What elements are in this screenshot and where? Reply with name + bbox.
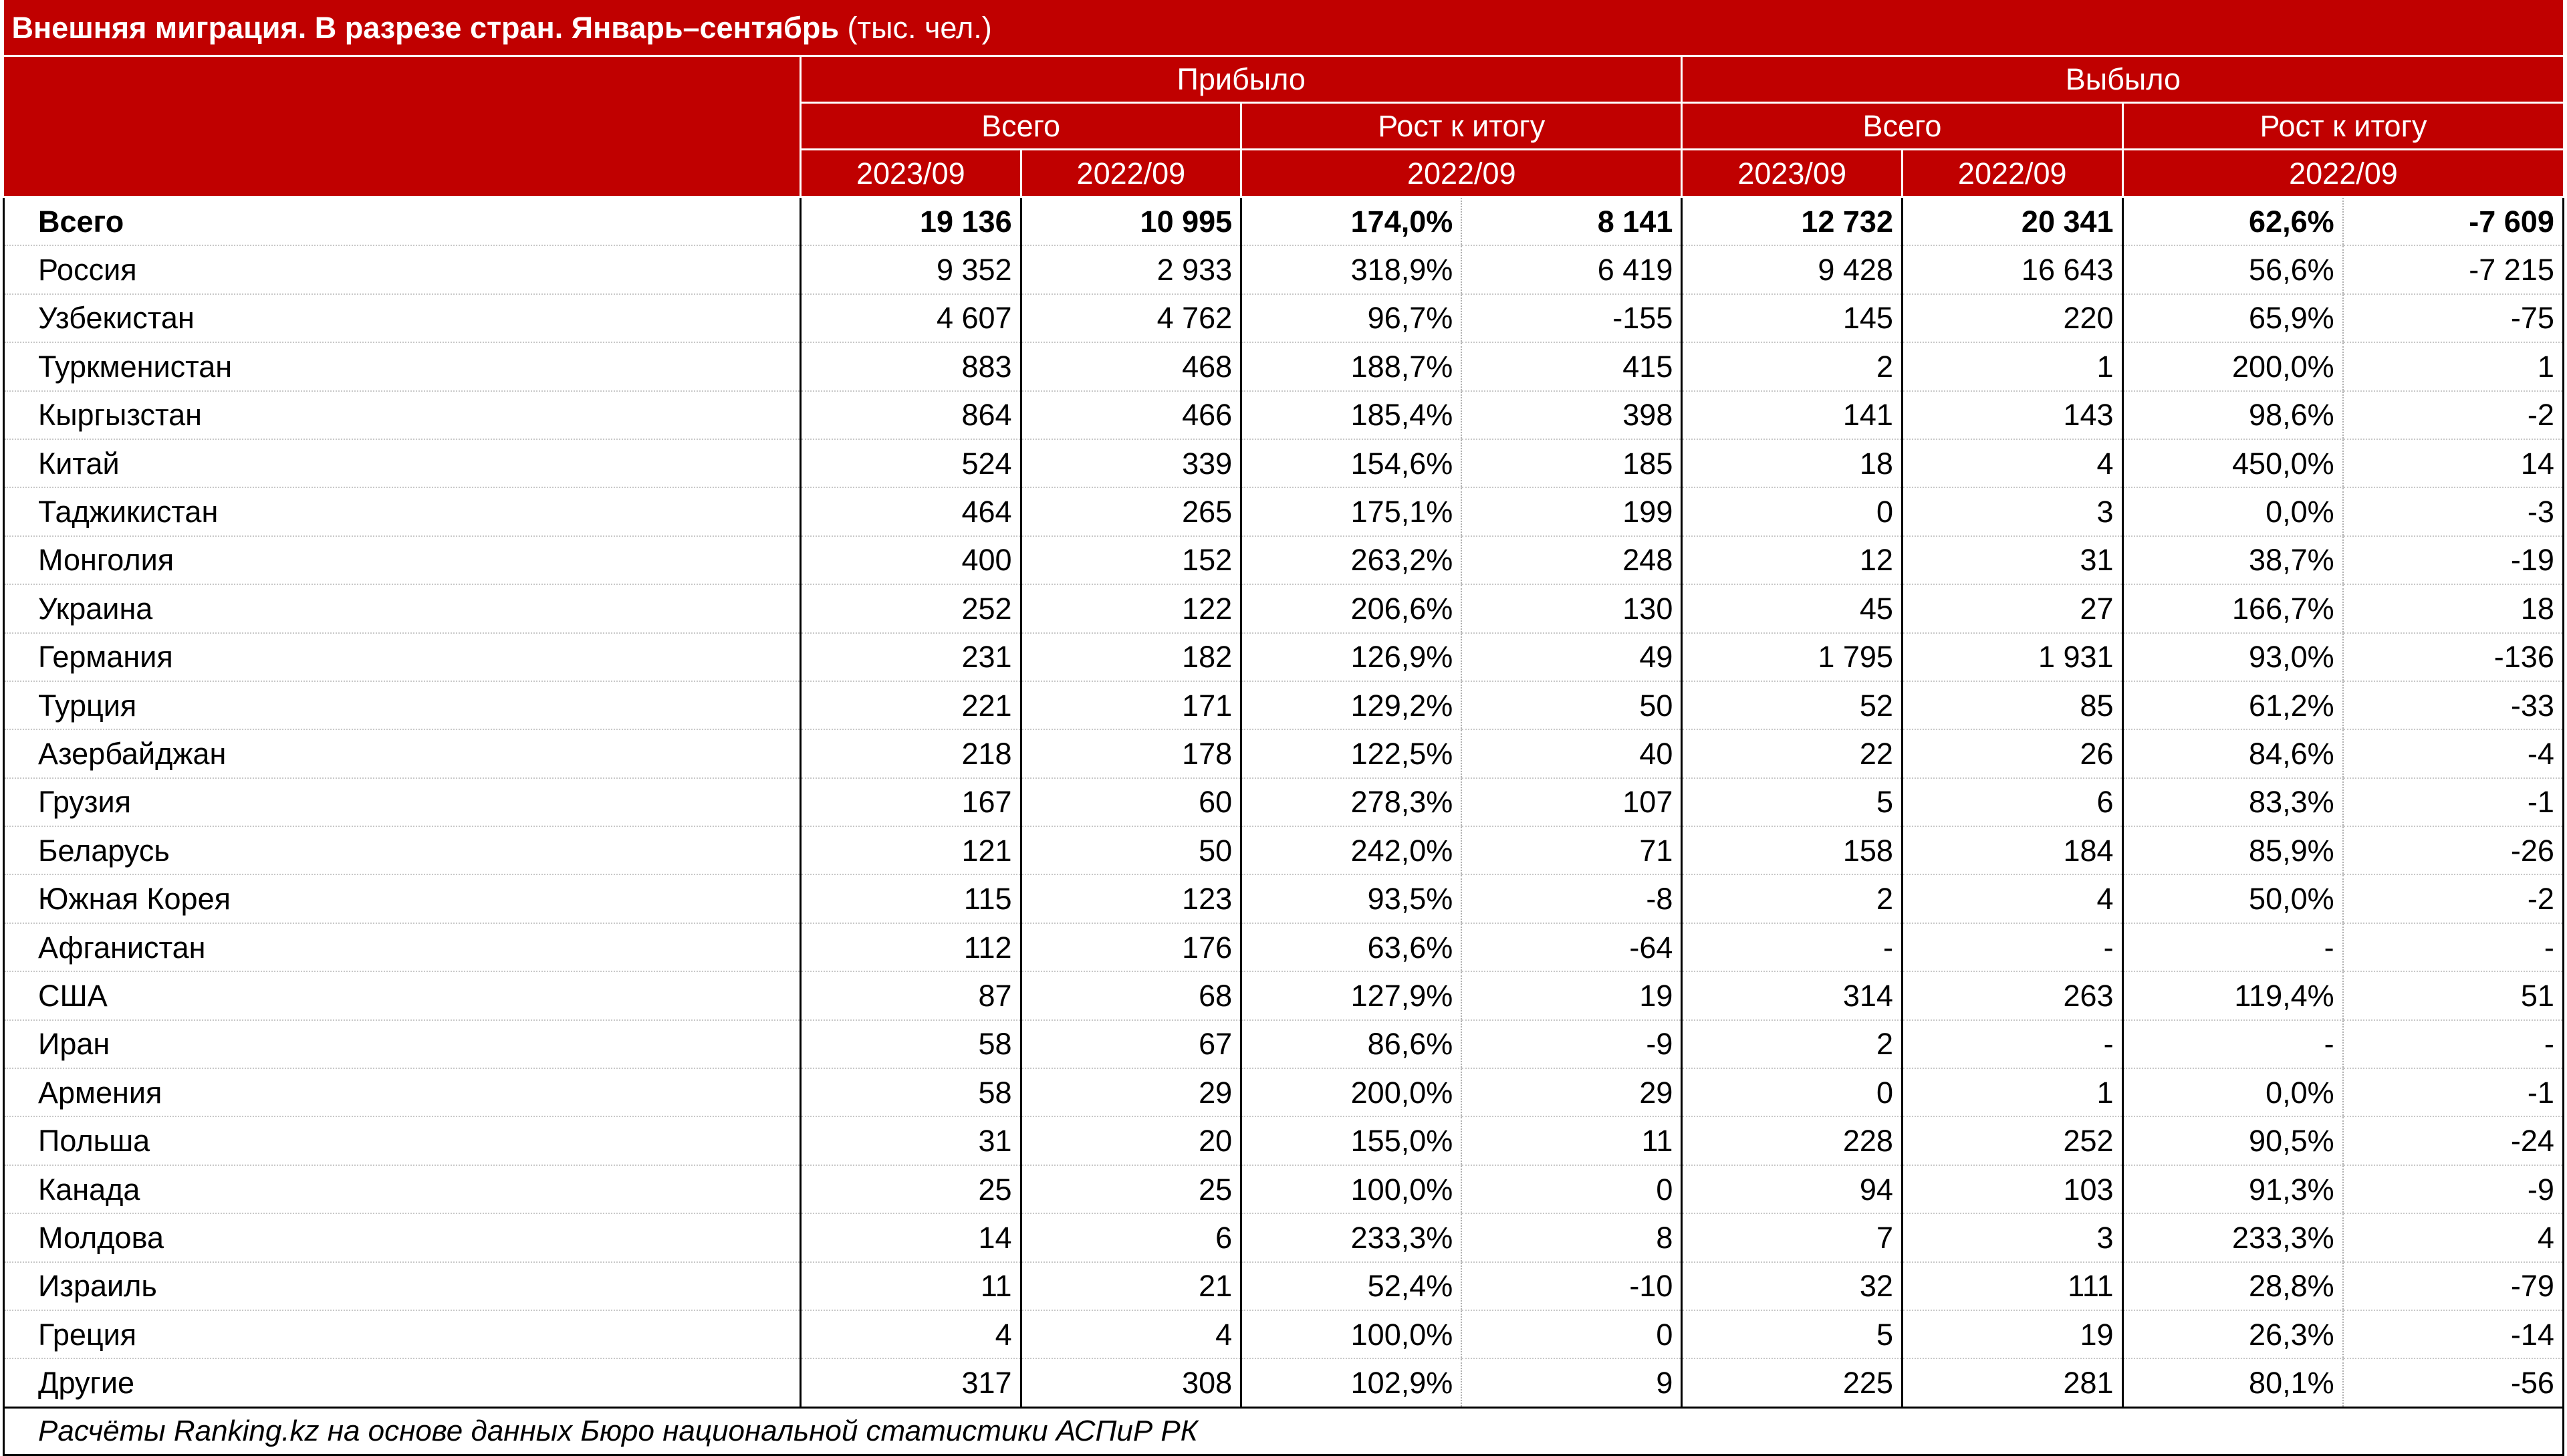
header-departed-2022: 2022/09 — [1902, 150, 2122, 197]
arrived-growth-diff-cell: -155 — [1461, 294, 1682, 342]
arrived-growth-diff-cell: -8 — [1461, 874, 1682, 923]
departed-2022-cell: 1 931 — [1902, 633, 2122, 681]
arrived-growth-pct-cell: 93,5% — [1241, 874, 1462, 923]
country-cell: Грузия — [4, 778, 801, 826]
departed-2022-cell: - — [1902, 923, 2122, 971]
arrived-growth-pct-cell: 129,2% — [1241, 681, 1462, 729]
country-cell: Канада — [4, 1165, 801, 1213]
departed-growth-diff-cell: -24 — [2343, 1116, 2564, 1165]
footnote: Расчёты Ranking.kz на основе данных Бюро национальной статистики АСПиР РК — [4, 1407, 2564, 1455]
departed-2023-cell: 5 — [1682, 1310, 1903, 1358]
departed-growth-pct-cell: 65,9% — [2122, 294, 2343, 342]
arrived-2022-cell: 123 — [1021, 874, 1241, 923]
departed-growth-diff-cell: -7 609 — [2343, 197, 2564, 246]
header-departed-total: Всего — [1682, 103, 2122, 150]
table-row — [4, 1262, 2564, 1310]
arrived-2022-cell: 21 — [1021, 1262, 1241, 1310]
departed-2023-cell: 1 795 — [1682, 633, 1903, 681]
table-row — [4, 391, 2564, 439]
arrived-2023-cell: 883 — [801, 342, 1021, 390]
country-cell: Беларусь — [4, 826, 801, 874]
arrived-growth-pct-cell: 63,6% — [1241, 923, 1462, 971]
arrived-growth-diff-cell: 199 — [1461, 487, 1682, 535]
departed-2022-cell: 85 — [1902, 681, 2122, 729]
arrived-2023-cell: 4 607 — [801, 294, 1021, 342]
departed-2022-cell: 4 — [1902, 439, 2122, 487]
title-row — [4, 0, 2564, 56]
arrived-2023-cell: 167 — [801, 778, 1021, 826]
departed-2022-cell: 3 — [1902, 487, 2122, 535]
departed-2023-cell: 228 — [1682, 1116, 1903, 1165]
arrived-2023-cell: 14 — [801, 1213, 1021, 1261]
arrived-growth-diff-cell: 71 — [1461, 826, 1682, 874]
header-departed-growth-year: 2022/09 — [2122, 150, 2563, 197]
arrived-2022-cell: 265 — [1021, 487, 1241, 535]
arrived-2023-cell: 464 — [801, 487, 1021, 535]
arrived-growth-diff-cell: 29 — [1461, 1068, 1682, 1116]
arrived-2022-cell: 468 — [1021, 342, 1241, 390]
table-row — [4, 1358, 2564, 1407]
departed-2022-cell: 1 — [1902, 342, 2122, 390]
arrived-2022-cell: 176 — [1021, 923, 1241, 971]
departed-2023-cell: 141 — [1682, 391, 1903, 439]
arrived-2022-cell: 466 — [1021, 391, 1241, 439]
arrived-2023-cell: 25 — [801, 1165, 1021, 1213]
departed-growth-diff-cell: -26 — [2343, 826, 2564, 874]
title-unit: (тыс. чел.) — [847, 10, 992, 45]
arrived-2022-cell: 122 — [1021, 584, 1241, 632]
arrived-growth-diff-cell: 398 — [1461, 391, 1682, 439]
departed-growth-diff-cell: -2 — [2343, 391, 2564, 439]
arrived-growth-diff-cell: 8 — [1461, 1213, 1682, 1261]
table-row — [4, 1068, 2564, 1116]
departed-growth-pct-cell: 98,6% — [2122, 391, 2343, 439]
country-cell: Узбекистан — [4, 294, 801, 342]
departed-2023-cell: 12 — [1682, 536, 1903, 584]
departed-growth-pct-cell: - — [2122, 923, 2343, 971]
departed-2022-cell: 220 — [1902, 294, 2122, 342]
departed-growth-pct-cell: 166,7% — [2122, 584, 2343, 632]
departed-2023-cell: 52 — [1682, 681, 1903, 729]
arrived-growth-pct-cell: 126,9% — [1241, 633, 1462, 681]
departed-2022-cell: 281 — [1902, 1358, 2122, 1407]
table-row — [4, 245, 2564, 293]
departed-2022-cell: 263 — [1902, 971, 2122, 1019]
country-cell: Южная Корея — [4, 874, 801, 923]
table-row — [4, 874, 2564, 923]
header-row-1 — [4, 56, 2564, 103]
departed-2023-cell: 94 — [1682, 1165, 1903, 1213]
departed-2023-cell: 9 428 — [1682, 245, 1903, 293]
departed-2023-cell: 2 — [1682, 342, 1903, 390]
table-row — [4, 439, 2564, 487]
country-cell: Молдова — [4, 1213, 801, 1261]
departed-growth-pct-cell: 90,5% — [2122, 1116, 2343, 1165]
arrived-growth-diff-cell: 0 — [1461, 1165, 1682, 1213]
departed-growth-pct-cell: 80,1% — [2122, 1358, 2343, 1407]
country-cell: Таджикистан — [4, 487, 801, 535]
departed-2023-cell: 2 — [1682, 874, 1903, 923]
departed-growth-diff-cell: -75 — [2343, 294, 2564, 342]
header-arrived-growth-year: 2022/09 — [1241, 150, 1682, 197]
arrived-growth-diff-cell: 248 — [1461, 536, 1682, 584]
departed-2022-cell: 26 — [1902, 729, 2122, 777]
arrived-growth-diff-cell: 6 419 — [1461, 245, 1682, 293]
table-row — [4, 1020, 2564, 1068]
departed-growth-diff-cell: 14 — [2343, 439, 2564, 487]
arrived-2023-cell: 112 — [801, 923, 1021, 971]
departed-growth-diff-cell: -1 — [2343, 1068, 2564, 1116]
arrived-2022-cell: 152 — [1021, 536, 1241, 584]
arrived-growth-diff-cell: 11 — [1461, 1116, 1682, 1165]
arrived-2023-cell: 58 — [801, 1068, 1021, 1116]
country-cell: Турция — [4, 681, 801, 729]
departed-2022-cell: 103 — [1902, 1165, 2122, 1213]
arrived-growth-diff-cell: 0 — [1461, 1310, 1682, 1358]
arrived-growth-pct-cell: 318,9% — [1241, 245, 1462, 293]
departed-growth-pct-cell: 61,2% — [2122, 681, 2343, 729]
departed-2023-cell: 0 — [1682, 1068, 1903, 1116]
arrived-growth-diff-cell: 49 — [1461, 633, 1682, 681]
header-blank-cell — [4, 56, 801, 197]
arrived-2023-cell: 31 — [801, 1116, 1021, 1165]
departed-growth-diff-cell: -14 — [2343, 1310, 2564, 1358]
departed-2022-cell: 4 — [1902, 874, 2122, 923]
departed-2022-cell: 184 — [1902, 826, 2122, 874]
footnote-row — [4, 1407, 2564, 1455]
departed-growth-pct-cell: - — [2122, 1020, 2343, 1068]
departed-2023-cell: 225 — [1682, 1358, 1903, 1407]
table-title — [4, 0, 2564, 56]
arrived-growth-diff-cell: -64 — [1461, 923, 1682, 971]
arrived-growth-diff-cell: 107 — [1461, 778, 1682, 826]
table-row — [4, 536, 2564, 584]
departed-2022-cell: 16 643 — [1902, 245, 2122, 293]
arrived-growth-pct-cell: 100,0% — [1241, 1165, 1462, 1213]
country-cell: Польша — [4, 1116, 801, 1165]
departed-growth-pct-cell: 56,6% — [2122, 245, 2343, 293]
arrived-2023-cell: 11 — [801, 1262, 1021, 1310]
arrived-growth-pct-cell: 174,0% — [1241, 197, 1462, 246]
arrived-2022-cell: 29 — [1021, 1068, 1241, 1116]
departed-2023-cell: 22 — [1682, 729, 1903, 777]
header-arrived-2022: 2022/09 — [1021, 150, 1241, 197]
arrived-growth-diff-cell: 8 141 — [1461, 197, 1682, 246]
arrived-2022-cell: 2 933 — [1021, 245, 1241, 293]
arrived-growth-diff-cell: 9 — [1461, 1358, 1682, 1407]
arrived-growth-pct-cell: 242,0% — [1241, 826, 1462, 874]
arrived-growth-diff-cell: 19 — [1461, 971, 1682, 1019]
table-row — [4, 729, 2564, 777]
departed-2023-cell: 2 — [1682, 1020, 1903, 1068]
departed-2023-cell: 7 — [1682, 1213, 1903, 1261]
title-main: Внешняя миграция. В разрезе стран. Январь–сентябрь — [11, 10, 839, 45]
departed-growth-diff-cell: 4 — [2343, 1213, 2564, 1261]
departed-2023-cell: 0 — [1682, 487, 1903, 535]
departed-2023-cell: 158 — [1682, 826, 1903, 874]
departed-growth-pct-cell: 119,4% — [2122, 971, 2343, 1019]
arrived-2023-cell: 864 — [801, 391, 1021, 439]
arrived-2022-cell: 4 762 — [1021, 294, 1241, 342]
arrived-growth-pct-cell: 188,7% — [1241, 342, 1462, 390]
departed-growth-pct-cell: 0,0% — [2122, 1068, 2343, 1116]
arrived-2022-cell: 4 — [1021, 1310, 1241, 1358]
table-row — [4, 681, 2564, 729]
departed-growth-diff-cell: -2 — [2343, 874, 2564, 923]
country-cell: США — [4, 971, 801, 1019]
arrived-growth-diff-cell: 185 — [1461, 439, 1682, 487]
arrived-growth-pct-cell: 102,9% — [1241, 1358, 1462, 1407]
departed-2023-cell: 314 — [1682, 971, 1903, 1019]
departed-2022-cell: 1 — [1902, 1068, 2122, 1116]
departed-growth-pct-cell: 38,7% — [2122, 536, 2343, 584]
arrived-2023-cell: 317 — [801, 1358, 1021, 1407]
departed-2023-cell: 18 — [1682, 439, 1903, 487]
table-row — [4, 826, 2564, 874]
arrived-2023-cell: 115 — [801, 874, 1021, 923]
arrived-2023-cell: 218 — [801, 729, 1021, 777]
departed-growth-diff-cell: -4 — [2343, 729, 2564, 777]
departed-growth-diff-cell: -79 — [2343, 1262, 2564, 1310]
departed-growth-pct-cell: 450,0% — [2122, 439, 2343, 487]
arrived-2023-cell: 524 — [801, 439, 1021, 487]
country-cell: Другие — [4, 1358, 801, 1407]
country-cell: Армения — [4, 1068, 801, 1116]
country-cell: Афганистан — [4, 923, 801, 971]
departed-growth-pct-cell: 26,3% — [2122, 1310, 2343, 1358]
departed-2022-cell: 31 — [1902, 536, 2122, 584]
header-departed: Выбыло — [1682, 56, 2564, 103]
table-row — [4, 584, 2564, 632]
country-cell: Монголия — [4, 536, 801, 584]
departed-2023-cell: 12 732 — [1682, 197, 1903, 246]
arrived-growth-diff-cell: -10 — [1461, 1262, 1682, 1310]
table-row — [4, 923, 2564, 971]
departed-growth-pct-cell: 200,0% — [2122, 342, 2343, 390]
table-row — [4, 1116, 2564, 1165]
country-cell: Китай — [4, 439, 801, 487]
table-row — [4, 1165, 2564, 1213]
arrived-growth-pct-cell: 185,4% — [1241, 391, 1462, 439]
arrived-2022-cell: 6 — [1021, 1213, 1241, 1261]
departed-growth-pct-cell: 93,0% — [2122, 633, 2343, 681]
departed-growth-pct-cell: 84,6% — [2122, 729, 2343, 777]
table-body — [4, 197, 2564, 1408]
arrived-2022-cell: 339 — [1021, 439, 1241, 487]
country-cell: Греция — [4, 1310, 801, 1358]
arrived-2023-cell: 231 — [801, 633, 1021, 681]
header-arrived-total: Всего — [801, 103, 1241, 150]
arrived-2023-cell: 58 — [801, 1020, 1021, 1068]
arrived-2023-cell: 252 — [801, 584, 1021, 632]
departed-2022-cell: 19 — [1902, 1310, 2122, 1358]
country-cell: Россия — [4, 245, 801, 293]
departed-growth-diff-cell: -1 — [2343, 778, 2564, 826]
arrived-growth-pct-cell: 200,0% — [1241, 1068, 1462, 1116]
arrived-growth-pct-cell: 86,6% — [1241, 1020, 1462, 1068]
table-row — [4, 971, 2564, 1019]
departed-growth-pct-cell: 85,9% — [2122, 826, 2343, 874]
arrived-2022-cell: 60 — [1021, 778, 1241, 826]
arrived-2022-cell: 178 — [1021, 729, 1241, 777]
departed-growth-pct-cell: 233,3% — [2122, 1213, 2343, 1261]
departed-2023-cell: 145 — [1682, 294, 1903, 342]
country-cell: Азербайджан — [4, 729, 801, 777]
departed-growth-diff-cell: 1 — [2343, 342, 2564, 390]
header-departed-2023: 2023/09 — [1682, 150, 1903, 197]
arrived-2022-cell: 68 — [1021, 971, 1241, 1019]
arrived-growth-diff-cell: 40 — [1461, 729, 1682, 777]
arrived-growth-pct-cell: 206,6% — [1241, 584, 1462, 632]
arrived-2023-cell: 221 — [801, 681, 1021, 729]
arrived-growth-pct-cell: 278,3% — [1241, 778, 1462, 826]
header-arrived-growth: Рост к итогу — [1241, 103, 1682, 150]
arrived-growth-pct-cell: 96,7% — [1241, 294, 1462, 342]
arrived-2023-cell: 9 352 — [801, 245, 1021, 293]
arrived-2023-cell: 121 — [801, 826, 1021, 874]
arrived-2023-cell: 87 — [801, 971, 1021, 1019]
country-cell: Туркменистан — [4, 342, 801, 390]
departed-2022-cell: 111 — [1902, 1262, 2122, 1310]
arrived-growth-diff-cell: 415 — [1461, 342, 1682, 390]
arrived-growth-pct-cell: 175,1% — [1241, 487, 1462, 535]
total-row — [4, 197, 2564, 246]
arrived-2022-cell: 25 — [1021, 1165, 1241, 1213]
arrived-2022-cell: 308 — [1021, 1358, 1241, 1407]
header-departed-growth: Рост к итогу — [2122, 103, 2563, 150]
arrived-growth-pct-cell: 233,3% — [1241, 1213, 1462, 1261]
table-row — [4, 778, 2564, 826]
arrived-2022-cell: 10 995 — [1021, 197, 1241, 246]
arrived-growth-pct-cell: 127,9% — [1241, 971, 1462, 1019]
country-cell: Украина — [4, 584, 801, 632]
departed-growth-diff-cell: -136 — [2343, 633, 2564, 681]
departed-growth-pct-cell: 28,8% — [2122, 1262, 2343, 1310]
country-cell: Всего — [4, 197, 801, 246]
departed-growth-diff-cell: -9 — [2343, 1165, 2564, 1213]
departed-growth-diff-cell: -19 — [2343, 536, 2564, 584]
arrived-growth-diff-cell: -9 — [1461, 1020, 1682, 1068]
departed-growth-diff-cell: 51 — [2343, 971, 2564, 1019]
arrived-2022-cell: 20 — [1021, 1116, 1241, 1165]
departed-growth-pct-cell: 83,3% — [2122, 778, 2343, 826]
country-cell: Кыргызстан — [4, 391, 801, 439]
table-row — [4, 1310, 2564, 1358]
departed-growth-diff-cell: -33 — [2343, 681, 2564, 729]
departed-growth-diff-cell: - — [2343, 923, 2564, 971]
table-row — [4, 633, 2564, 681]
arrived-2022-cell: 50 — [1021, 826, 1241, 874]
departed-growth-pct-cell: 91,3% — [2122, 1165, 2343, 1213]
arrived-growth-pct-cell: 155,0% — [1241, 1116, 1462, 1165]
departed-2022-cell: 252 — [1902, 1116, 2122, 1165]
table-row — [4, 487, 2564, 535]
arrived-growth-pct-cell: 122,5% — [1241, 729, 1462, 777]
arrived-growth-pct-cell: 100,0% — [1241, 1310, 1462, 1358]
table-row — [4, 294, 2564, 342]
arrived-growth-diff-cell: 130 — [1461, 584, 1682, 632]
header-arrived: Прибыло — [801, 56, 1682, 103]
departed-2022-cell: 6 — [1902, 778, 2122, 826]
departed-growth-diff-cell: - — [2343, 1020, 2564, 1068]
departed-2022-cell: 20 341 — [1902, 197, 2122, 246]
departed-growth-diff-cell: 18 — [2343, 584, 2564, 632]
arrived-growth-diff-cell: 50 — [1461, 681, 1682, 729]
departed-2022-cell: 3 — [1902, 1213, 2122, 1261]
migration-table-sheet — [3, 0, 2562, 1447]
departed-2023-cell: 5 — [1682, 778, 1903, 826]
departed-growth-pct-cell: 62,6% — [2122, 197, 2343, 246]
departed-2023-cell: 32 — [1682, 1262, 1903, 1310]
departed-growth-diff-cell: -3 — [2343, 487, 2564, 535]
departed-2022-cell: 27 — [1902, 584, 2122, 632]
country-cell: Иран — [4, 1020, 801, 1068]
country-cell: Германия — [4, 633, 801, 681]
arrived-growth-pct-cell: 52,4% — [1241, 1262, 1462, 1310]
departed-2023-cell: 45 — [1682, 584, 1903, 632]
arrived-2022-cell: 182 — [1021, 633, 1241, 681]
departed-2022-cell: - — [1902, 1020, 2122, 1068]
departed-growth-diff-cell: -7 215 — [2343, 245, 2564, 293]
header-arrived-2023: 2023/09 — [801, 150, 1021, 197]
arrived-growth-pct-cell: 154,6% — [1241, 439, 1462, 487]
table-row — [4, 342, 2564, 390]
arrived-2022-cell: 67 — [1021, 1020, 1241, 1068]
table-row — [4, 1213, 2564, 1261]
departed-growth-pct-cell: 50,0% — [2122, 874, 2343, 923]
migration-table — [3, 0, 2564, 1456]
arrived-2022-cell: 171 — [1021, 681, 1241, 729]
departed-2023-cell: - — [1682, 923, 1903, 971]
country-cell: Израиль — [4, 1262, 801, 1310]
arrived-2023-cell: 19 136 — [801, 197, 1021, 246]
departed-growth-diff-cell: -56 — [2343, 1358, 2564, 1407]
arrived-2023-cell: 400 — [801, 536, 1021, 584]
arrived-growth-pct-cell: 263,2% — [1241, 536, 1462, 584]
departed-2022-cell: 143 — [1902, 391, 2122, 439]
departed-growth-pct-cell: 0,0% — [2122, 487, 2343, 535]
arrived-2023-cell: 4 — [801, 1310, 1021, 1358]
